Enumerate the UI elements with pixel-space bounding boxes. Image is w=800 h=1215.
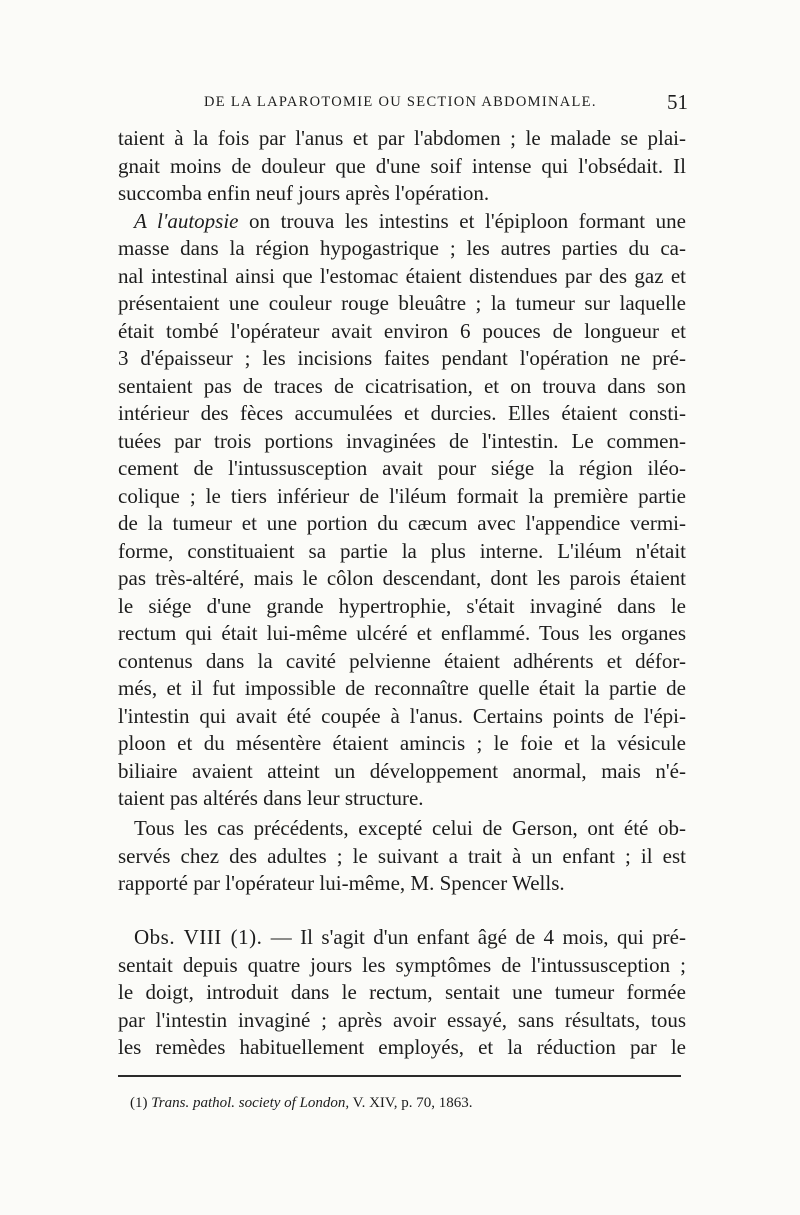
text-line: ploon et du mésentère étaient amincis ; le foie et la vésicule [118,731,686,755]
text-line: més, et il fut impossible de reconnaître quelle était la partie de [118,676,686,700]
footnote-marker: (1) [130,1095,148,1111]
paragraph-1 [118,125,686,208]
paragraph-autopsy [118,208,686,813]
text-line: le doigt, introduit dans le rectum, sentait une tumeur formée [118,980,686,1004]
text-line: nal intestinal ainsi que l'estomac étaient distendues par des gaz et [118,263,686,288]
text-line: gnait moins de douleur que d'une soif intense qui l'obsédait. Il [118,153,686,178]
text-line: taient à la fois par l'anus et par l'abdomen ; le malade se plai- [118,126,686,150]
text-line [118,208,686,236]
text-line: 3 d'épaisseur ; les incisions faites pendant l'opération ne pré- [118,346,686,370]
footnote [130,1093,473,1113]
text-line: rapporté par l'opérateur lui-même, M. Spencer Wells. [118,871,565,895]
text-line: les remèdes habituellement employés, et la réduction par le [118,1035,686,1059]
text-line: rectum qui était lui-même ulcéré et enflammé. Tous les organes [118,621,686,645]
text-line: pas très-altéré, mais le côlon descendant, dont les parois étaient [118,566,686,590]
text-line: le siége d'une grande hypertrophie, s'était invaginé dans le [118,593,686,618]
text-line: intérieur des fèces accumulées et durcies. Elles étaient consti- [118,401,686,425]
text-line: succomba enfin neuf jours après l'opération. [118,181,490,205]
paragraph-observation [118,924,686,1062]
running-header [118,92,688,116]
footnote-divider [118,1075,681,1077]
text-line: l'intestin qui avait été coupée à l'anus. Certains points de l'épi- [118,703,686,728]
text-line: Tous les cas précédents, excepté celui de Gerson, ont été ob- [134,816,686,840]
text-line: présentaient une couleur rouge bleuâtre ; la tumeur sur laquelle [118,291,686,315]
text-line: biliaire avaient atteint un développement anormal, mais n'é- [118,758,686,783]
text-segment: — Il s'agit d'un enfant âgé de 4 mois, qui pré- [262,925,686,949]
text-line: était tombé l'opérateur avait environ 6 pouces de longueur et [118,318,686,343]
observation-label: Obs. VIII (1). [134,925,263,949]
text-line: de la tumeur et une portion du cæcum avec l'appendice vermi- [118,511,686,535]
text-line: forme, constituaient sa partie la plus interne. L'iléum n'était [118,538,686,563]
running-title: DE LA LAPAROTOMIE OU SECTION ABDOMINALE. [204,94,597,110]
text-line [118,924,686,952]
text-line: colique ; le tiers inférieur de l'iléum formait la première partie [118,483,686,508]
text-line: servés chez des adultes ; le suivant a trait à un enfant ; il est [118,843,686,868]
autopsy-lead: A l'autopsie [134,208,239,233]
paragraph-3 [118,815,686,898]
text-line: par l'intestin invaginé ; après avoir essayé, sans résultats, tous [118,1007,686,1032]
text-line: tuées par trois portions invaginées de l'intestin. Le commen- [118,428,686,453]
text-line: taient pas altérés dans leur structure. [118,786,424,810]
text-line: sentaient pas de traces de cicatrisation, et on trouva dans son [118,373,686,398]
text-segment: on trouva les intestins et l'épiploon formant une [238,208,686,233]
text-line: contenus dans la cavité pelvienne étaient adhérents et défor- [118,648,686,673]
page-number: 51 [667,90,688,114]
text-line: cement de l'intussusception avait pour siége la région iléo- [118,456,686,480]
text-line: masse dans la région hypogastrique ; les autres parties du ca- [118,236,686,260]
footnote-journal: Trans. pathol. society of London, [151,1095,350,1111]
text-line: sentait depuis quatre jours les symptômes de l'intussusception ; [118,952,686,977]
footnote-reference: V. XIV, p. 70, 1863. [349,1095,473,1111]
